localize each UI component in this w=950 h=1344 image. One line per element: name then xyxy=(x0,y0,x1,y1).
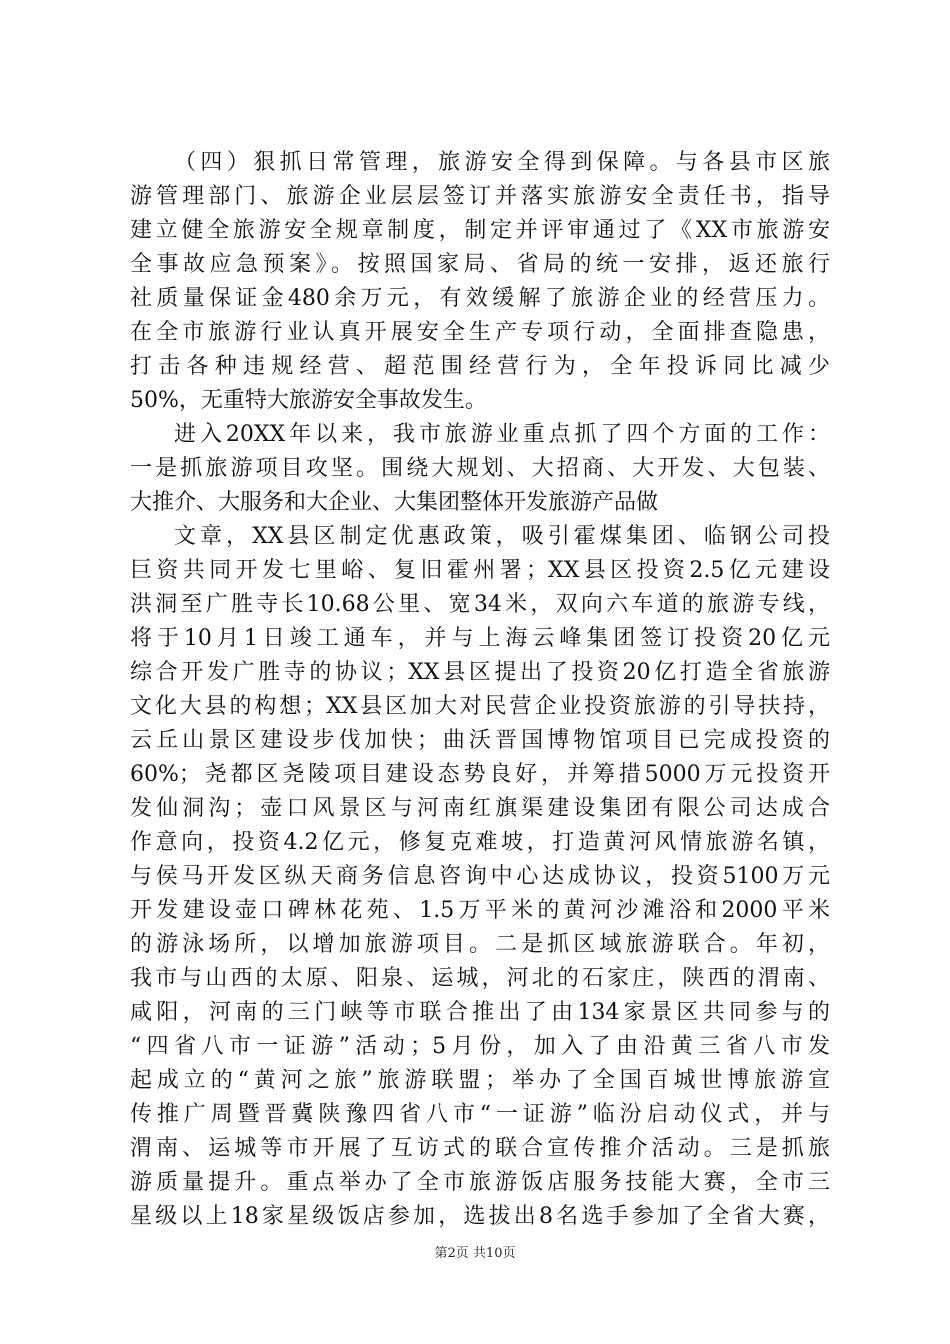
paragraph-line: 50%，无重特大旅游安全事故发生。 xyxy=(130,388,487,413)
body-text xyxy=(130,146,830,1234)
paragraph-line: 建立健全旅游安全规章制度，制定并评审通过了《XX市旅游安 xyxy=(130,218,830,243)
paragraph-line: 巨资共同开发七里峪、复旧霍州署；XX县区投资2.5亿元建设 xyxy=(130,558,830,583)
paragraph-line: 在全市旅游行业认真开展安全生产专项行动，全面排查隐患， xyxy=(130,320,830,345)
paragraph-line: 全事故应急预案》。按照国家局、省局的统一安排，返还旅行 xyxy=(130,252,830,277)
paragraph-line: 大推介、大服务和大企业、大集团整体开发旅游产品做 xyxy=(130,490,659,515)
paragraph-line: 发仙洞沟；壶口风景区与河南红旗渠建设集团有限公司达成合 xyxy=(130,796,830,821)
page-number: 第2页 共10页 xyxy=(434,1246,516,1261)
paragraph-line: 洪洞至广胜寺长10.68公里、宽34米，双向六车道的旅游专线， xyxy=(130,592,830,617)
paragraph-line: 游质量提升。重点举办了全市旅游饭店服务技能大赛，全市三 xyxy=(130,1170,830,1195)
paragraph-line: 文章，XX县区制定优惠政策，吸引霍煤集团、临钢公司投 xyxy=(174,524,830,549)
paragraph-line: 一是抓旅游项目攻坚。围绕大规划、大招商、大开发、大包装、 xyxy=(130,456,830,481)
paragraph-line: “四省八市一证游”活动；5月份，加入了由沿黄三省八市发 xyxy=(130,1034,830,1059)
paragraph-line: 社质量保证金480余万元，有效缓解了旅游企业的经营压力。 xyxy=(130,286,830,311)
paragraph-line: 渭南、运城等市开展了互访式的联合宣传推介活动。三是抓旅 xyxy=(130,1136,830,1161)
page-footer xyxy=(0,1244,950,1264)
paragraph-line: 综合开发广胜寺的协议；XX县区提出了投资20亿打造全省旅游 xyxy=(130,660,830,685)
paragraph-line: （四）狠抓日常管理，旅游安全得到保障。与各县市区旅 xyxy=(174,150,830,175)
paragraph-line: 云丘山景区建设步伐加快；曲沃晋国博物馆项目已完成投资的 xyxy=(130,728,830,753)
paragraph-line: 作意向，投资4.2亿元，修复克难坡，打造黄河风情旅游名镇， xyxy=(130,830,830,855)
paragraph-line: 传推广周暨晋冀陕豫四省八市“一证游”临汾启动仪式，并与 xyxy=(130,1102,830,1127)
paragraph-line: 的游泳场所，以增加旅游项目。二是抓区域旅游联合。年初， xyxy=(130,932,830,957)
paragraph-line: 开发建设壶口碑林花苑、1.5万平米的黄河沙滩浴和2000平米 xyxy=(130,898,830,923)
paragraph-line: 咸阳，河南的三门峡等市联合推出了由134家景区共同参与的 xyxy=(130,1000,830,1025)
paragraph-line: 将于10月1日竣工通车，并与上海云峰集团签订投资20亿元 xyxy=(130,626,830,651)
paragraph-line: 60%；尧都区尧陵项目建设态势良好，并筹措5000万元投资开 xyxy=(130,762,830,787)
paragraph-line: 与侯马开发区纵天商务信息咨询中心达成协议，投资5100万元 xyxy=(130,864,830,889)
paragraph-line: 进入20XX年以来，我市旅游业重点抓了四个方面的工作： xyxy=(174,422,830,447)
paragraph-line: 文化大县的构想；XX县区加大对民营企业投资旅游的引导扶持， xyxy=(130,694,830,719)
paragraph-line: 我市与山西的太原、阳泉、运城，河北的石家庄，陕西的渭南、 xyxy=(130,966,830,991)
paragraph-line: 打击各种违规经营、超范围经营行为，全年投诉同比减少 xyxy=(130,354,830,379)
paragraph-line: 游管理部门、旅游企业层层签订并落实旅游安全责任书，指导 xyxy=(130,184,830,209)
paragraph-line: 起成立的“黄河之旅”旅游联盟；举办了全国百城世博旅游宣 xyxy=(130,1068,830,1093)
paragraph-line: 星级以上18家星级饭店参加，选拔出8名选手参加了全省大赛， xyxy=(130,1204,830,1229)
